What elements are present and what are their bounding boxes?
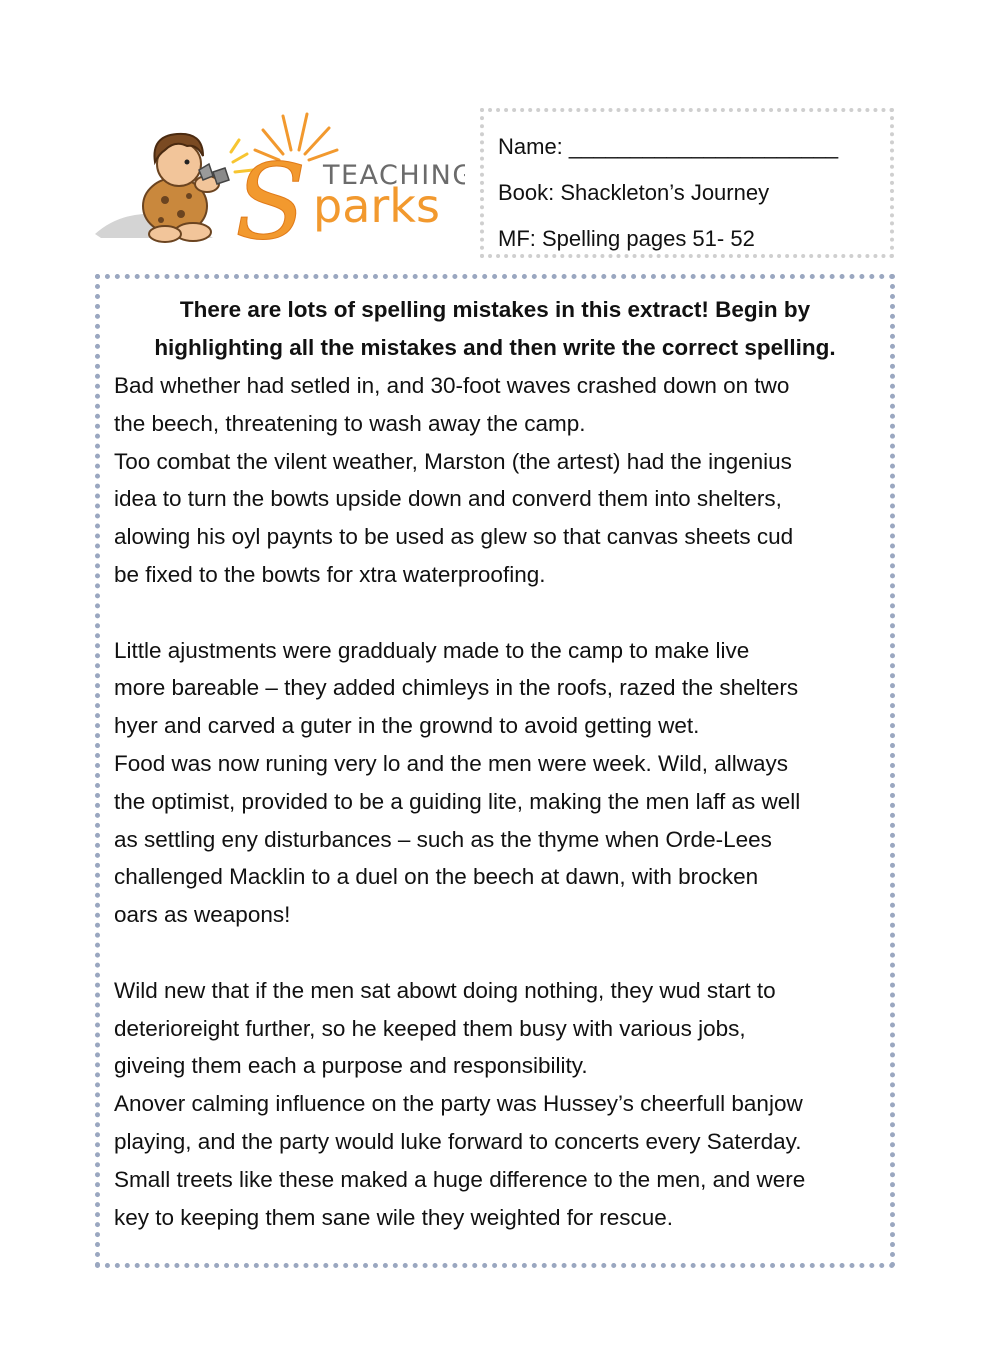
text-line: idea to turn the bowts upside down and converd them into shelters, bbox=[114, 486, 782, 512]
teaching-sparks-logo bbox=[95, 110, 465, 260]
text-line: Bad whether had setled in, and 30-foot waves crashed down on two bbox=[114, 373, 790, 398]
name-line: Name: ______________________ bbox=[498, 134, 839, 159]
paragraph-gap bbox=[114, 934, 876, 972]
paragraph-gap bbox=[114, 594, 876, 632]
student-info-box bbox=[480, 108, 894, 258]
instruction-line-2: highlighting all the mistakes and then write the correct spelling. bbox=[154, 335, 836, 360]
text-line: as settling eny disturbances – such as the thyme when Orde-Lees bbox=[114, 826, 772, 852]
text-line: Anover calming influence on the party was Hussey’s cheerfull banjow bbox=[114, 1091, 803, 1117]
svg-text:parks: parks bbox=[313, 179, 440, 233]
paragraph-1 bbox=[114, 367, 876, 443]
mf-line: MF: Spelling pages 51- 52 bbox=[498, 226, 755, 251]
paragraph-3 bbox=[114, 632, 876, 745]
text-line: Little ajustments were graddualy made to the camp to make live bbox=[114, 637, 750, 663]
paragraph-6 bbox=[114, 1085, 876, 1236]
logo-artwork bbox=[95, 110, 465, 260]
svg-text:S: S bbox=[235, 141, 307, 260]
paragraph-2 bbox=[114, 443, 876, 594]
text-line: playing, and the party would luke forward to concerts every Saterday. bbox=[114, 1128, 802, 1154]
book-line: Book: Shackleton’s Journey bbox=[498, 180, 770, 205]
text-line: challenged Macklin to a duel on the beech at dawn, with brocken bbox=[114, 864, 759, 890]
paragraph-4 bbox=[114, 745, 876, 934]
text-line: key to keeping them sane wile they weighted for rescue. bbox=[114, 1204, 674, 1230]
text-line: giveing them each a purpose and responsibility. bbox=[114, 1053, 588, 1079]
text-line: Too combat the vilent weather, Marston (the artest) had the ingenius bbox=[114, 448, 792, 474]
text-line: oars as weapons! bbox=[114, 902, 291, 928]
logo-top-word: TEACHING bbox=[323, 160, 465, 191]
text-line: Small treets like these maked a huge difference to the men, and were bbox=[114, 1166, 806, 1192]
text-line: the beech, threatening to wash away the camp. bbox=[114, 410, 586, 436]
text-line: Food was now runing very lo and the men were week. Wild, allways bbox=[114, 750, 789, 776]
paragraph-5 bbox=[114, 972, 876, 1085]
text-line: be fixed to the bowts for xtra waterproofing. bbox=[114, 561, 546, 587]
text-line: deterioreight further, so he keeped them busy with various jobs, bbox=[114, 1015, 746, 1041]
text-line: more bareable – they added chimleys in the roofs, razed the shelters bbox=[114, 675, 799, 701]
text-line: Wild new that if the men sat abowt doing nothing, they wud start to bbox=[114, 977, 776, 1003]
text-line: hyer and carved a guter in the grownd to avoid getting wet. bbox=[114, 713, 700, 739]
text-line: the optimist, provided to be a guiding lite, making the men laff as well bbox=[114, 788, 801, 814]
extract-box bbox=[95, 274, 895, 1268]
text-line: alowing his oyl paynts to be used as glew so that canvas sheets cud bbox=[114, 524, 794, 550]
instruction-line-1: There are lots of spelling mistakes in this extract! Begin by bbox=[179, 297, 811, 322]
